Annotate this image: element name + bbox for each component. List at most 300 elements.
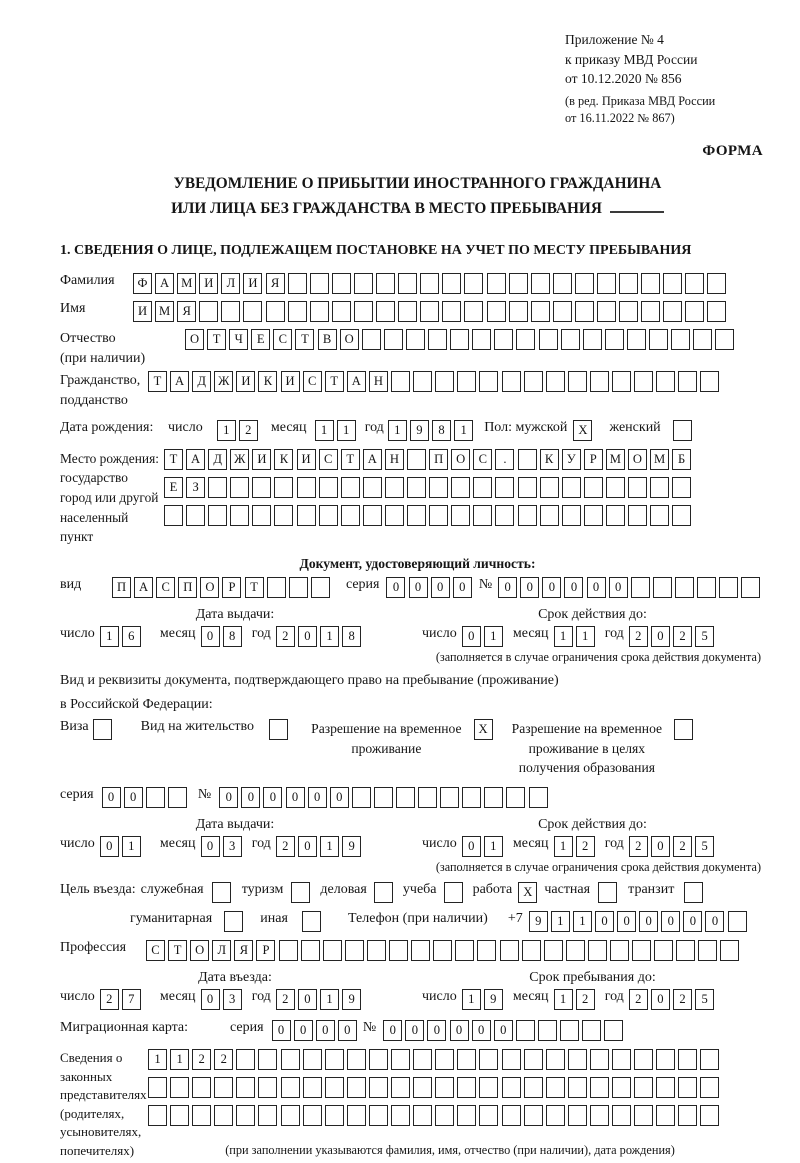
char-cell [168,787,187,808]
char-cell: 9 [484,989,503,1010]
permit-valid-year-cells [629,836,717,857]
char-cell [500,940,519,961]
char-cell [566,940,585,961]
char-cell [462,787,481,808]
char-cell [693,329,712,350]
char-cell [319,477,338,498]
char-cell: 6 [122,626,141,647]
char-cell: Ч [229,329,248,350]
char-cell [288,273,307,294]
char-cell: 0 [409,577,428,598]
temp-residence-edu-checkbox [674,719,696,740]
citizenship-label: Гражданство, подданство [60,372,141,408]
doc-issue-day-cells [100,626,144,647]
char-cell: И [243,273,262,294]
purpose-tourism-checkbox [291,882,313,903]
char-cell [479,1105,498,1126]
char-cell [221,301,240,322]
representatives-label: Сведения о законных представителях (родителях, усыновителях, попечителях) [60,1050,147,1159]
char-cell: З [186,477,205,498]
char-cell: И [199,273,218,294]
char-cell: 0 [462,626,481,647]
purpose-transit-label: транзит [628,882,675,898]
residence-permit-label: Вид на жительство [140,719,255,735]
char-cell: 2 [673,836,692,857]
char-cell [291,882,310,903]
char-cell: 1 [217,420,236,441]
char-cell [509,301,528,322]
char-cell [539,329,558,350]
char-cell [319,505,338,526]
birth-year-cells [388,420,476,441]
char-cell [487,273,506,294]
char-cell [435,1077,454,1098]
permit-issue-date-group: число 0 1 месяц 0 3 год 2 0 1 9 [60,836,410,857]
female-checkbox [673,420,695,441]
char-cell [697,577,716,598]
permit-issue-date-header: Дата выдачи: [195,817,275,833]
birth-day-cells [217,420,261,441]
char-cell [269,719,288,740]
representatives-cells-row1 [148,1049,722,1070]
char-cell: Т [148,371,167,392]
visa-label: Виза [60,719,89,735]
char-cell: 0 [286,787,305,808]
char-cell [728,911,747,932]
char-cell [266,301,285,322]
doc-number-label: № [478,577,493,593]
char-cell: 1 [576,626,595,647]
char-cell [391,1077,410,1098]
char-cell [325,1049,344,1070]
char-cell: 9 [410,420,429,441]
doc-issue-year-cells [276,626,364,647]
char-cell: И [236,371,255,392]
char-cell [457,1077,476,1098]
birth-day-label: число [168,419,203,435]
char-cell [164,505,183,526]
char-cell [391,1049,410,1070]
purpose-work-label: работа [472,882,513,898]
char-cell [148,1077,167,1098]
char-cell [186,505,205,526]
char-cell [522,940,541,961]
permit-issue-month-cells [201,836,245,857]
char-cell: Д [192,371,211,392]
char-cell: 0 [498,577,517,598]
phone-cells [529,911,750,932]
birthplace-cells-row1 [164,449,694,470]
char-cell [281,1105,300,1126]
char-cell: 0 [431,577,450,598]
char-cell [531,301,550,322]
char-cell [428,329,447,350]
char-cell: 1 [484,836,503,857]
char-cell [406,329,425,350]
char-cell: Л [212,940,231,961]
char-cell [429,505,448,526]
char-cell: 0 [100,836,119,857]
char-cell [568,1049,587,1070]
char-cell [663,301,682,322]
phone-label: Телефон (при наличии) [348,911,488,927]
char-cell: И [133,301,152,322]
char-cell: С [273,329,292,350]
char-cell: 1 [454,420,473,441]
char-cell: 0 [595,911,614,932]
char-cell: М [650,449,669,470]
char-cell: Р [256,940,275,961]
char-cell [597,273,616,294]
char-cell [310,301,329,322]
char-cell: 9 [342,836,361,857]
profession-cells [146,940,743,961]
char-cell: Т [325,371,344,392]
char-cell [502,1105,521,1126]
char-cell: Л [221,273,240,294]
char-cell [650,477,669,498]
residence-doc-line1: Вид и реквизиты документа, подтверждающего право на пребывание (проживание) [60,673,559,689]
char-cell [297,477,316,498]
char-cell: А [134,577,153,598]
name-label: Имя [60,301,86,317]
birth-month-cells [315,420,359,441]
char-cell [575,301,594,322]
char-cell [384,329,403,350]
char-cell: Т [168,940,187,961]
doc-issue-date-header: Дата выдачи: [195,607,275,623]
char-cell [479,1049,498,1070]
doc-series-label: серия [345,577,380,593]
char-cell [418,787,437,808]
char-cell [516,329,535,350]
char-cell: Т [295,329,314,350]
revision-block [565,93,775,127]
char-cell: А [170,371,189,392]
char-cell [598,882,617,903]
char-cell: 2 [673,626,692,647]
char-cell: Р [222,577,241,598]
char-cell: 1 [337,420,356,441]
char-cell [684,882,703,903]
char-cell [398,273,417,294]
char-cell: 1 [320,989,339,1010]
permit-valid-month-cells [554,836,598,857]
char-cell [192,1105,211,1126]
permit-number-cells [219,787,550,808]
char-cell: 1 [122,836,141,857]
char-cell: 0 [651,626,670,647]
char-cell: 0 [427,1020,446,1041]
sex-female-label: женский [609,419,661,435]
char-cell [631,577,650,598]
char-cell [362,329,381,350]
char-cell [391,1105,410,1126]
char-cell: 0 [102,787,121,808]
char-cell: 0 [520,577,539,598]
char-cell: 1 [551,911,570,932]
char-cell [516,1020,535,1041]
char-cell [170,1105,189,1126]
char-cell [288,301,307,322]
char-cell [518,505,537,526]
char-cell [672,505,691,526]
char-cell: В [318,329,337,350]
char-cell: 0 [124,787,143,808]
char-cell [685,301,704,322]
doc-issue-date-group: число 1 6 месяц 0 8 год 2 0 1 8 [60,626,410,647]
char-cell [672,477,691,498]
char-cell: 8 [342,626,361,647]
char-cell [214,1077,233,1098]
char-cell: 2 [100,989,119,1010]
char-cell [707,273,726,294]
char-cell [560,1020,579,1041]
title-blank-line [610,198,664,213]
char-cell [588,940,607,961]
char-cell [502,1049,521,1070]
char-cell [325,1077,344,1098]
char-cell [444,882,463,903]
char-cell: 8 [432,420,451,441]
char-cell: 1 [170,1049,189,1070]
char-cell [546,1049,565,1070]
char-cell [170,1077,189,1098]
birth-month-label: месяц [270,419,307,435]
stay-year-cells [629,989,717,1010]
doc-valid-day-cells [462,626,506,647]
char-cell: О [190,940,209,961]
char-cell [274,477,293,498]
char-cell: 0 [263,787,282,808]
char-cell: 0 [219,787,238,808]
char-cell: 0 [405,1020,424,1041]
char-cell: Е [251,329,270,350]
char-cell [685,273,704,294]
char-cell: 0 [298,989,317,1010]
phone-prefix: +7 [507,911,523,927]
stay-until-header: Срок пребывания до: [529,970,656,986]
char-cell [524,1105,543,1126]
char-cell [656,371,675,392]
char-cell: . [495,449,514,470]
char-cell: 2 [576,989,595,1010]
char-cell [385,505,404,526]
residence-permit-checkbox [269,719,291,740]
temp-residence-edu-label: Разрешение на временное проживание в целях получения образования [511,721,663,776]
char-cell: 5 [695,836,714,857]
char-cell [199,301,218,322]
char-cell: У [562,449,581,470]
char-cell [297,505,316,526]
char-cell [612,1105,631,1126]
char-cell [700,371,719,392]
char-cell: 1 [320,626,339,647]
char-cell [502,1077,521,1098]
char-cell: 0 [651,836,670,857]
document-title [60,172,775,221]
char-cell: 0 [201,626,220,647]
char-cell: П [429,449,448,470]
char-cell: С [303,371,322,392]
permit-issue-day-cells [100,836,144,857]
char-cell: 2 [629,626,648,647]
char-cell [212,882,231,903]
char-cell [524,371,543,392]
doc-valid-month-cells [554,626,598,647]
char-cell [656,1105,675,1126]
char-cell [628,505,647,526]
char-cell: 2 [629,989,648,1010]
char-cell [518,449,537,470]
char-cell [369,1049,388,1070]
char-cell: И [281,371,300,392]
doc-type-label: вид [60,577,82,593]
char-cell: 9 [342,989,361,1010]
char-cell [374,787,393,808]
char-cell [252,505,271,526]
doc-valid-year-cells [629,626,717,647]
char-cell [413,1105,432,1126]
char-cell [289,577,308,598]
char-cell: 2 [276,626,295,647]
doc-valid-until-group: число 0 1 месяц 1 1 год 2 0 2 5 [422,626,724,647]
char-cell [376,273,395,294]
char-cell: 0 [201,989,220,1010]
char-cell [303,1049,322,1070]
temp-residence-checkbox [474,719,496,740]
char-cell [252,477,271,498]
migration-series-cells [272,1020,360,1041]
char-cell [641,273,660,294]
appendix-line: Приложение № 4 [565,32,664,47]
char-cell [678,1077,697,1098]
char-cell [93,719,112,740]
char-cell [524,1049,543,1070]
form-marker: ФОРМА [702,143,763,160]
char-cell: П [178,577,197,598]
char-cell: 0 [241,787,260,808]
char-cell: 1 [100,626,119,647]
char-cell [605,329,624,350]
char-cell [208,505,227,526]
char-cell [354,273,373,294]
char-cell [345,940,364,961]
char-cell: 0 [661,911,680,932]
char-cell [531,273,550,294]
char-cell: 0 [298,836,317,857]
char-cell [325,1105,344,1126]
char-cell [715,329,734,350]
purpose-humanitarian-checkbox [224,911,246,932]
char-cell [641,301,660,322]
char-cell [663,273,682,294]
char-cell [575,273,594,294]
char-cell [413,1049,432,1070]
char-cell: Е [164,477,183,498]
char-cell [544,940,563,961]
section1-heading: 1. СВЕДЕНИЯ О ЛИЦЕ, ПОДЛЕЖАЩЕМ ПОСТАНОВКЕ НА УЧЕТ ПО МЕСТУ ПРЕБЫВАНИЯ [60,243,692,259]
char-cell: 1 [148,1049,167,1070]
char-cell [243,301,262,322]
char-cell [590,1049,609,1070]
stay-until-group: число 1 9 месяц 1 2 год 2 0 2 5 [422,989,724,1010]
char-cell [310,273,329,294]
char-cell [494,329,513,350]
doc-number-cells [498,577,763,598]
char-cell [561,329,580,350]
purpose-work-checkbox [518,882,540,903]
char-cell [612,1077,631,1098]
char-cell [369,1077,388,1098]
char-cell: 0 [609,577,628,598]
purpose-other-checkbox [302,911,324,932]
purpose-official-label: служебная [140,882,204,898]
char-cell [433,940,452,961]
char-cell: М [177,273,196,294]
char-cell [311,577,330,598]
entry-year-cells [276,989,364,1010]
doc-type-cells [112,577,333,598]
char-cell [407,477,426,498]
char-cell [451,505,470,526]
migration-number-label: № [362,1020,377,1036]
char-cell: 2 [214,1049,233,1070]
doc-valid-until-header: Срок действия до: [538,607,647,623]
stay-day-cells [462,989,506,1010]
char-cell: Н [369,371,388,392]
char-cell [477,940,496,961]
birthplace-cells-row3 [164,505,694,526]
char-cell: Т [164,449,183,470]
char-cell [301,940,320,961]
char-cell [590,371,609,392]
revision-line: от 16.11.2022 № 867) [565,110,675,125]
char-cell [582,1020,601,1041]
char-cell: Р [584,449,603,470]
title-line-2: ИЛИ ЛИЦА БЕЗ ГРАЖДАНСТВА В МЕСТО ПРЕБЫВАНИЯ [60,197,775,221]
char-cell: 0 [450,1020,469,1041]
male-checkbox [573,420,595,441]
char-cell: С [146,940,165,961]
entry-month-cells [201,989,245,1010]
char-cell: X [518,882,537,903]
char-cell: 0 [651,989,670,1010]
char-cell [347,1077,366,1098]
char-cell [457,1105,476,1126]
char-cell: Ж [214,371,233,392]
char-cell: 1 [315,420,334,441]
char-cell [347,1105,366,1126]
char-cell: 0 [564,577,583,598]
char-cell: П [112,577,131,598]
char-cell [673,420,692,441]
char-cell: 3 [223,989,242,1010]
char-cell [332,273,351,294]
char-cell [654,940,673,961]
char-cell: 0 [316,1020,335,1041]
char-cell [230,505,249,526]
representatives-note: (при заполнении указываются фамилия, имя, отчество (при наличии), дата рождения) [225,1142,675,1157]
char-cell: 0 [494,1020,513,1041]
char-cell [562,505,581,526]
char-cell [634,371,653,392]
char-cell [597,301,616,322]
char-cell: 0 [542,577,561,598]
char-cell [435,371,454,392]
char-cell [506,787,525,808]
char-cell [568,1077,587,1098]
